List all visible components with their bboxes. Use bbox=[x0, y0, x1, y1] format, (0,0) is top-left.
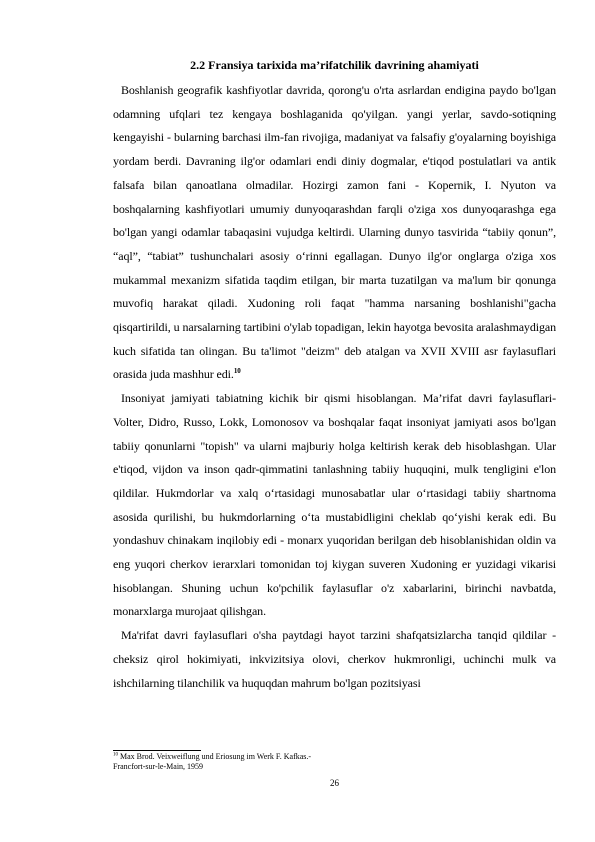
paragraph-2: Insoniyat jamiyati tabiatning kichik bir qismi hisoblangan. Ma’rifat davri faylasuflari- Volter, Didro, Russo, Lokk, Lomonosov va boshqalar faqat insoniyat jamiyati asos bo'lgan tabiiy qonunlarni "topish" va ularni majburiy holga keltirish kerak deb hisoblashgan. Ular e'tiqod, vijdon va inson qadr-qimmatini tanlashning tabiiy huquqini, mulk tengligini e'lon qildilar. Hukmdorlar va xalq o‘rtasidagi munosabatlar ular o‘rtasidagi tabiiy shartnoma asosida qurilishi, bu hukmdorlarning o‘ta mustabidligini cheklab qo‘yishi kerak edi. Bu yondashuv chinakam inqilobiy edi - monarx yuqoridan berilgan deb hisoblanishidan oldin va eng yuqori cherkov ierarxlari tomonidan toj kiygan suveren Xudoning er yuzidagi vikarisi hisoblangan. Shuning uchun ko'pchilik faylasuflar o'z xabarlarini, birinchi navbatda, monarxlarga murojaat qilishgan. bbox=[113, 391, 556, 619]
footnote-text-1: Max Brod. Veixweiflung und Eriosung im Werk F. Kafkas.- bbox=[120, 752, 312, 761]
footnote-separator bbox=[113, 750, 201, 751]
paragraph-1 bbox=[113, 79, 556, 387]
footnote-line-2: Francfort-sur-le-Main, 1959 bbox=[113, 762, 204, 771]
footnote-number: 10 bbox=[113, 752, 118, 758]
body-text bbox=[113, 79, 556, 695]
paragraph-1-text: Boshlanish geografik kashfiyotlar davrida, qorong'u o'rta asrlardan endigina paydo bo'lgan odamning ufqlari tez kengaya boshlaganida qo'yilgan. yangi yerlar, savdo-sotiqning kengayishi - bularning barchasi ilm-fan rivojiga, madaniyat va falsafiy g'oyalarning boyishiga yordam berdi. Davraning ilg'or odamlari endi diniy dogmalar, e'tiqod postulatlari va antik falsafa bilan qanoatlana olmadilar. Hozirgi zamon fani - Kopernik, I. Nyuton va boshqalarning kashfiyotlari umumiy dunyoqarashdan farqli o'ziga xos dunyoqarashga ega bo'lgan yangi odamlar tabaqasini vujudga keltirdi. Ularning dunyo tasvirida “tabiiy qonun”, “aql”, “tabiat” tushunchalari asosiy o‘rinni egallagan. Dunyo ilg'or onglarga o'ziga xos mukammal mexanizm sifatida taqdim etilgan, bir marta tuzatilgan va ma'lum bir qonunga muvofiq harakat qiladi. Xudoning roli faqat "hamma narsaning boshlanishi"gacha qisqartirildi, u narsalarning tartibini o'ylab topadigan, lekin hayotga bevosita aralashmaydigan kuch sifatida tan olingan. Bu ta'limot "deizm" deb atalgan va XVII XVIII asr faylasuflari orasida juda mashhur edi. bbox=[113, 83, 556, 382]
footnote-reference: 10 bbox=[233, 367, 241, 376]
footnote bbox=[113, 752, 556, 772]
page-number: 26 bbox=[330, 778, 339, 788]
section-heading: 2.2 Fransiya tarixida ma’rifatchilik davrining ahamiyati bbox=[190, 58, 479, 72]
footnote-line-1 bbox=[113, 752, 556, 762]
paragraph-3: Ma'rifat davri faylasuflari o'sha paytdagi hayot tarzini shafqatsizlarcha tanqid qildilar - cheksiz qirol hokimiyati, inkvizitsiya olovi, cherkov hukmronligi, uchinchi mulk va ishchilarning tilanchilik va huquqdan mahrum bo'lgan pozitsiyasi bbox=[113, 628, 556, 690]
